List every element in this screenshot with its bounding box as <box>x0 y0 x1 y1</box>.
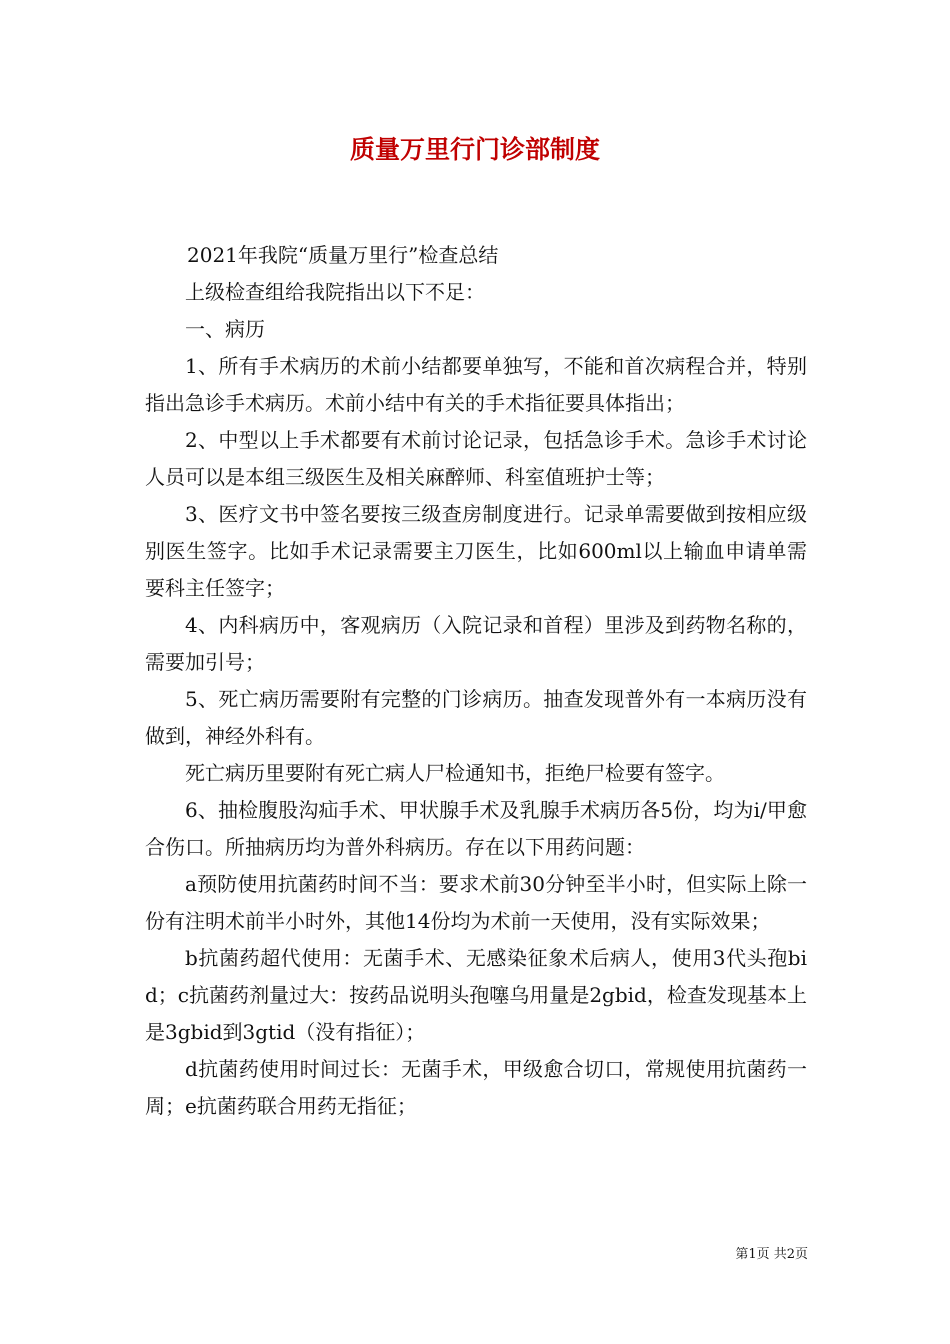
body-paragraph: 6、抽检腹股沟疝手术、甲状腺手术及乳腺手术病历各5份，均为i/甲愈合伤口。所抽病历均为普外科病历。存在以下用药问题： <box>145 798 807 859</box>
body-paragraph: 死亡病历里要附有死亡病人尸检通知书，拒绝尸检要有签字。 <box>185 761 725 785</box>
page-number: 第1页 共2页 <box>735 1247 808 1262</box>
body-paragraph: 1、所有手术病历的术前小结都要单独写，不能和首次病程合并，特别指出急诊手术病历。术前小结中有关的手术指征要具体指出； <box>145 354 807 415</box>
body-paragraph: 上级检查组给我院指出以下不足： <box>185 280 485 304</box>
document-body <box>145 237 807 1125</box>
body-paragraph: 4、内科病历中，客观病历（入院记录和首程）里涉及到药物名称的，需要加引号； <box>145 613 807 674</box>
body-paragraph: 2、中型以上手术都要有术前讨论记录，包括急诊手术。急诊手术讨论人员可以是本组三级医生及相关麻醉师、科室值班护士等； <box>145 428 807 489</box>
body-paragraph: d抗菌药使用时间过长：无菌手术，甲级愈合切口，常规使用抗菌药一周；e抗菌药联合用药无指征； <box>145 1057 807 1118</box>
body-paragraph: 3、医疗文书中签名要按三级查房制度进行。记录单需要做到按相应级别医生签字。比如手术记录需要主刀医生，比如600ml以上输血申请单需要科主任签字； <box>145 502 807 600</box>
body-paragraph: a预防使用抗菌药时间不当：要求术前30分钟至半小时，但实际上除一份有注明术前半小时外，其他14份均为术前一天使用，没有实际效果； <box>145 872 807 933</box>
document-title: 质量万里行门诊部制度 <box>349 135 600 164</box>
body-paragraph: 5、死亡病历需要附有完整的门诊病历。抽查发现普外有一本病历没有做到，神经外科有。 <box>145 687 807 748</box>
body-paragraph: b抗菌药超代使用：无菌手术、无感染征象术后病人，使用3代头孢bid；c抗菌药剂量过大：按药品说明头孢噻乌用量是2gbid，检查发现基本上是3gbid到3gtid（没有指征）； <box>145 946 807 1044</box>
body-paragraph: 2021年我院“质量万里行”检查总结 <box>187 243 499 267</box>
body-paragraph: 一、病历 <box>185 317 265 341</box>
